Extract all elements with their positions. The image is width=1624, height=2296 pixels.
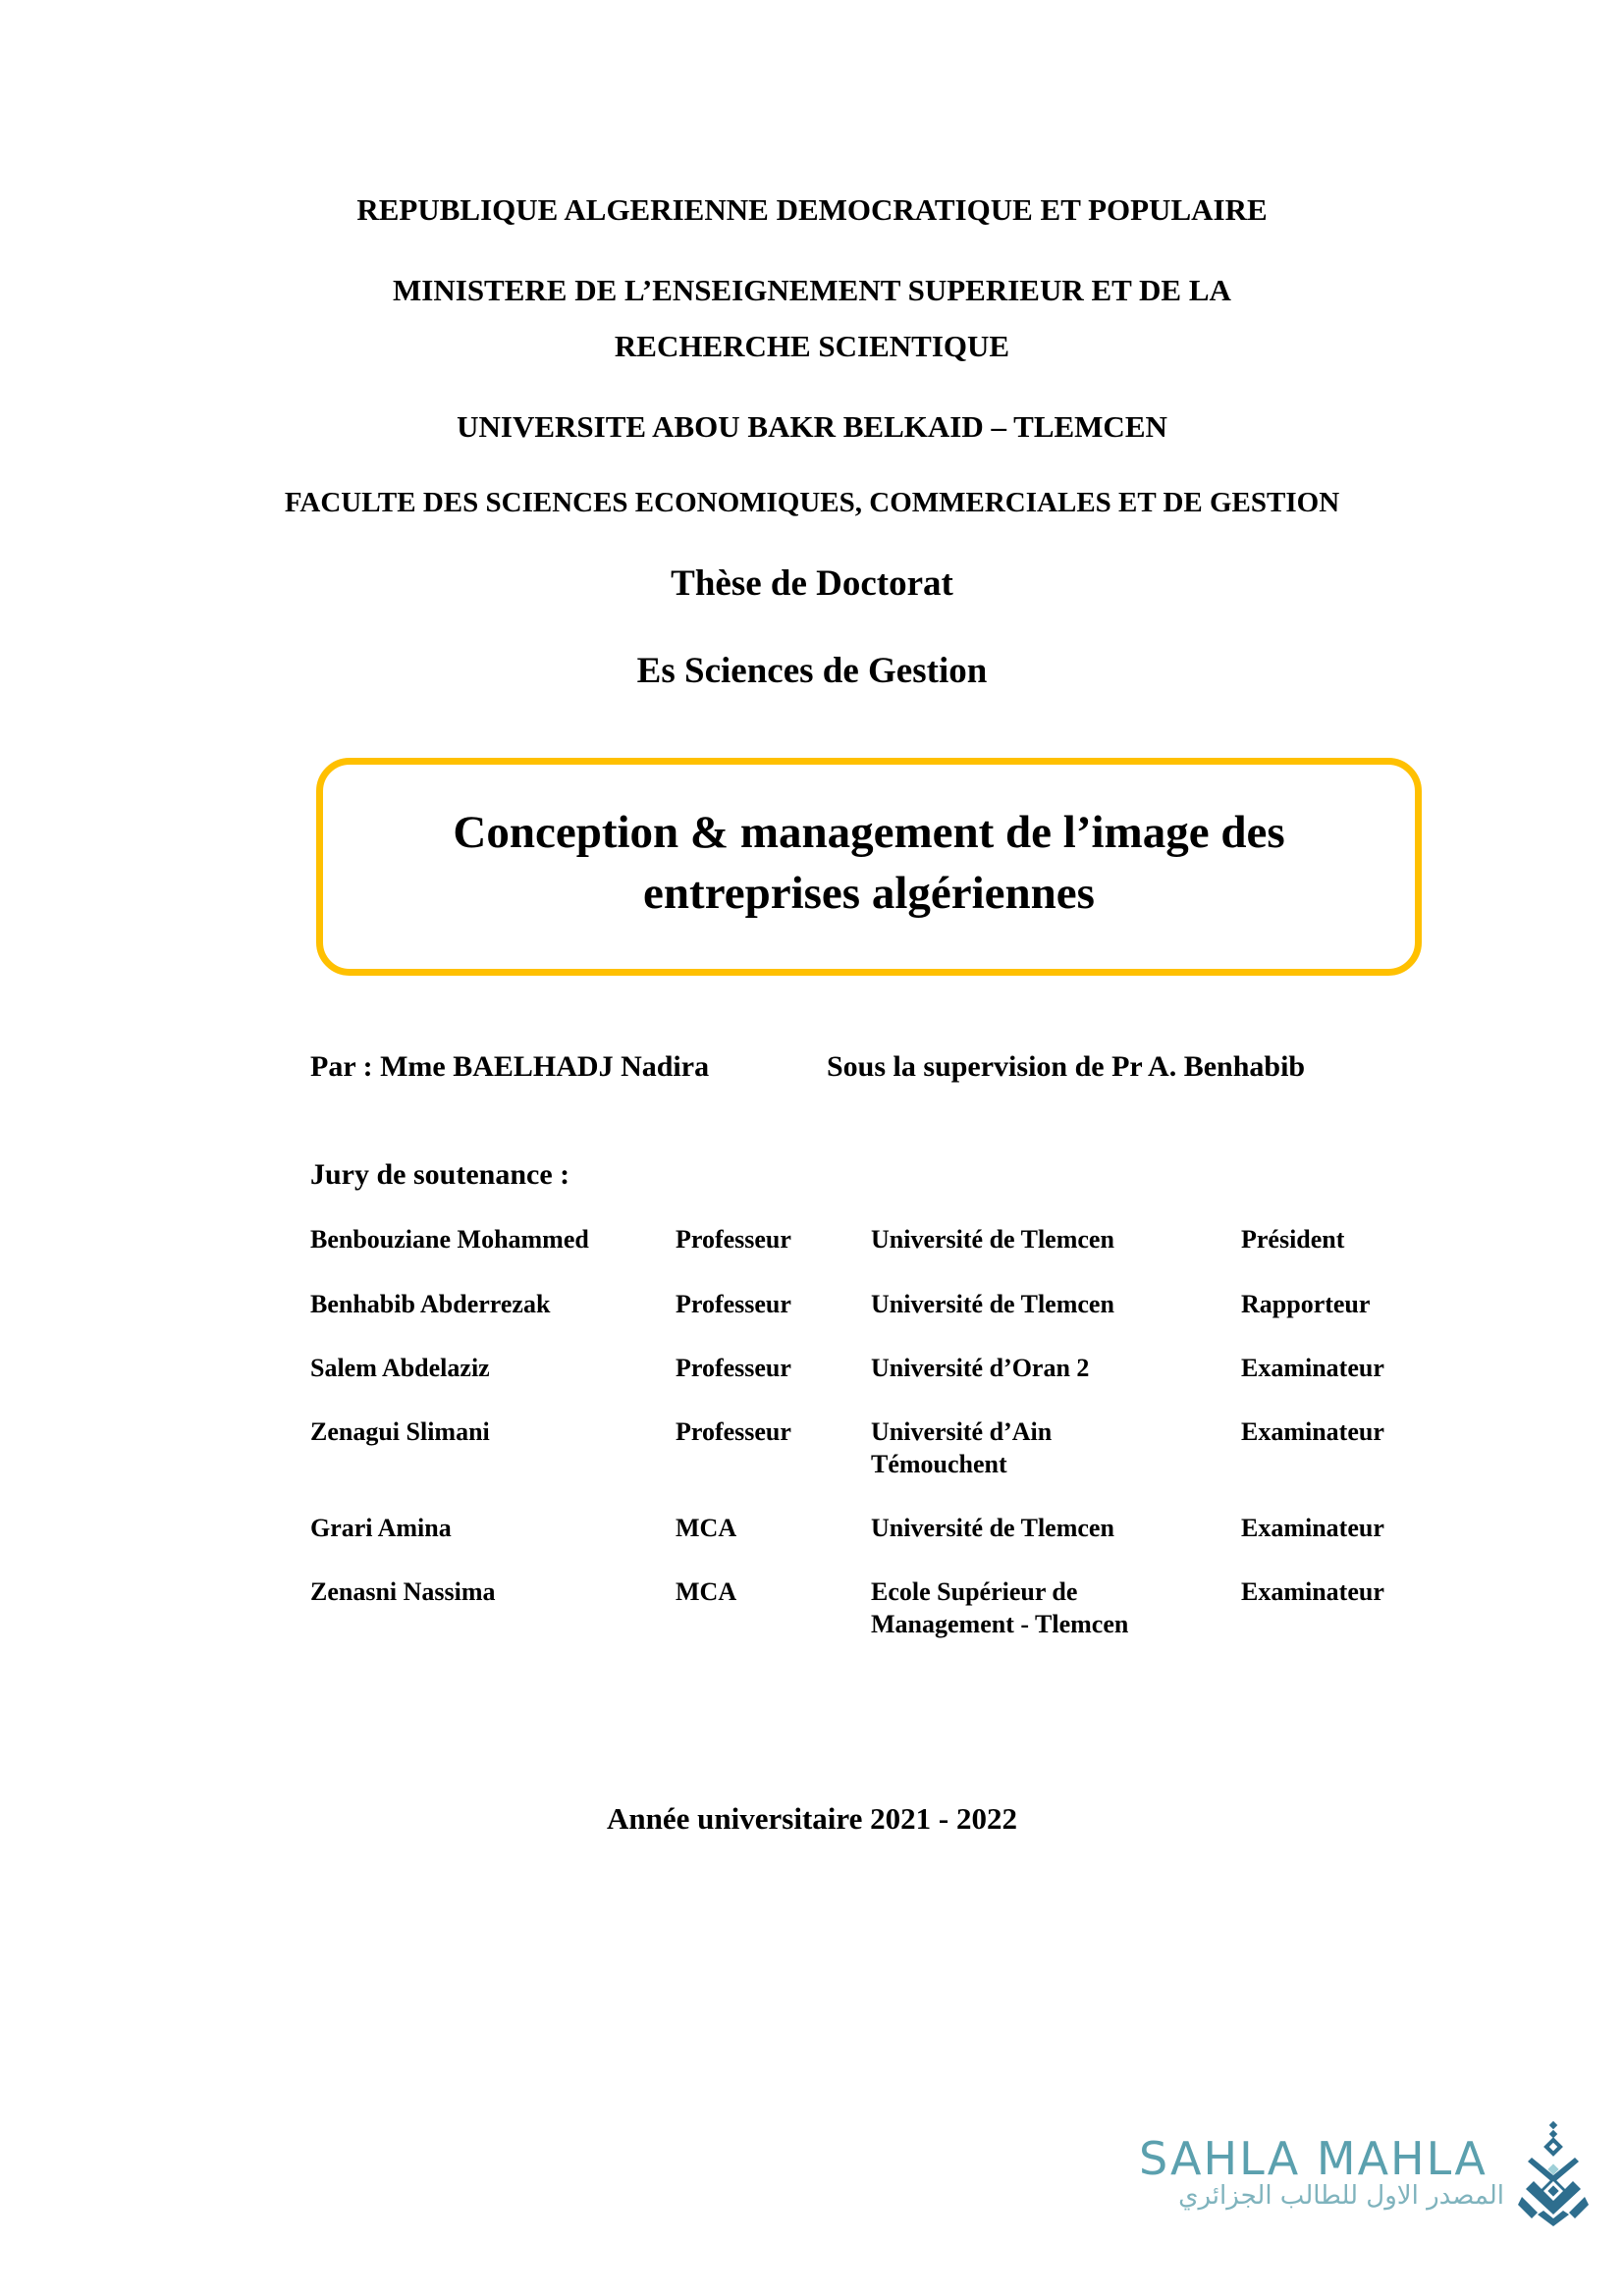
jury-grade: MCA (676, 1577, 737, 1606)
jury-grade: Professeur (676, 1354, 791, 1382)
jury-institution (871, 1575, 1224, 1640)
author: Par : Mme BAELHADJ Nadira (310, 1050, 710, 1083)
thesis-type: Thèse de Doctorat (671, 563, 953, 604)
jury-institution (871, 1288, 1224, 1320)
jury-grade: MCA (676, 1514, 737, 1542)
jury-role: Examinateur (1241, 1514, 1384, 1542)
jury-institution (871, 1223, 1224, 1255)
jury-institution-line1: Université de Tlemcen (871, 1514, 1114, 1542)
jury-institution (871, 1415, 1224, 1480)
jury-institution (871, 1512, 1224, 1544)
ministry-heading-line1: MINISTERE DE L’ENSEIGNEMENT SUPERIEUR ET DE LA (393, 273, 1231, 307)
jury-institution (871, 1352, 1224, 1384)
jury-institution-line2: Témouchent (871, 1450, 1007, 1478)
jury-name: Benhabib Abderrezak (310, 1290, 551, 1318)
jury-name: Zenasni Nassima (310, 1577, 496, 1606)
jury-institution-line1: Université d’Ain (871, 1417, 1053, 1446)
jury-name: Benbouziane Mohammed (310, 1225, 589, 1254)
jury-institution-line1: Université de Tlemcen (871, 1225, 1114, 1254)
jury-name: Zenagui Slimani (310, 1417, 490, 1446)
university-heading: UNIVERSITE ABOU BAKR BELKAID – TLEMCEN (457, 409, 1167, 444)
thesis-title (323, 802, 1415, 924)
republic-heading: REPUBLIQUE ALGERIENNE DEMOCRATIQUE ET POPULAIRE (356, 192, 1268, 227)
jury-grade: Professeur (676, 1225, 791, 1254)
jury-role: Examinateur (1241, 1417, 1384, 1446)
ministry-heading-line2: RECHERCHE SCIENTIQUE (614, 329, 1010, 363)
thesis-title-box (316, 758, 1422, 976)
jury-institution-line1: Université d’Oran 2 (871, 1354, 1090, 1382)
jury-institution-line1: Université de Tlemcen (871, 1290, 1114, 1318)
jury-heading: Jury de soutenance : (310, 1158, 570, 1191)
supervisor: Sous la supervision de Pr A. Benhabib (827, 1050, 1306, 1083)
watermark-latin-text: SAHLA MAHLA (1139, 2132, 1488, 2185)
sahla-mahla-watermark (1139, 2120, 1591, 2228)
academic-year: Année universitaire 2021 - 2022 (607, 1801, 1017, 1836)
jury-grade: Professeur (676, 1417, 791, 1446)
faculty-heading: FACULTE DES SCIENCES ECONOMIQUES, COMMERCIALES ET DE GESTION (284, 487, 1340, 518)
jury-grade: Professeur (676, 1290, 791, 1318)
jury-institution-line2: Management - Tlemcen (871, 1610, 1129, 1638)
jury-role: Président (1241, 1225, 1345, 1254)
jury-role: Examinateur (1241, 1354, 1384, 1382)
jury-role: Examinateur (1241, 1577, 1384, 1606)
jury-role: Rapporteur (1241, 1290, 1371, 1318)
thesis-title-line1: Conception & management de l’image des (453, 807, 1285, 858)
jury-name: Salem Abdelaziz (310, 1354, 490, 1382)
thesis-title-line2: entreprises algériennes (643, 868, 1095, 919)
jury-institution-line1: Ecole Supérieur de (871, 1577, 1078, 1606)
watermark-arabic-text: المصدر الاول للطالب الجزائري (1178, 2181, 1504, 2211)
sahla-mahla-logo-icon (1518, 2120, 1589, 2228)
jury-name: Grari Amina (310, 1514, 452, 1542)
discipline: Es Sciences de Gestion (636, 651, 988, 691)
